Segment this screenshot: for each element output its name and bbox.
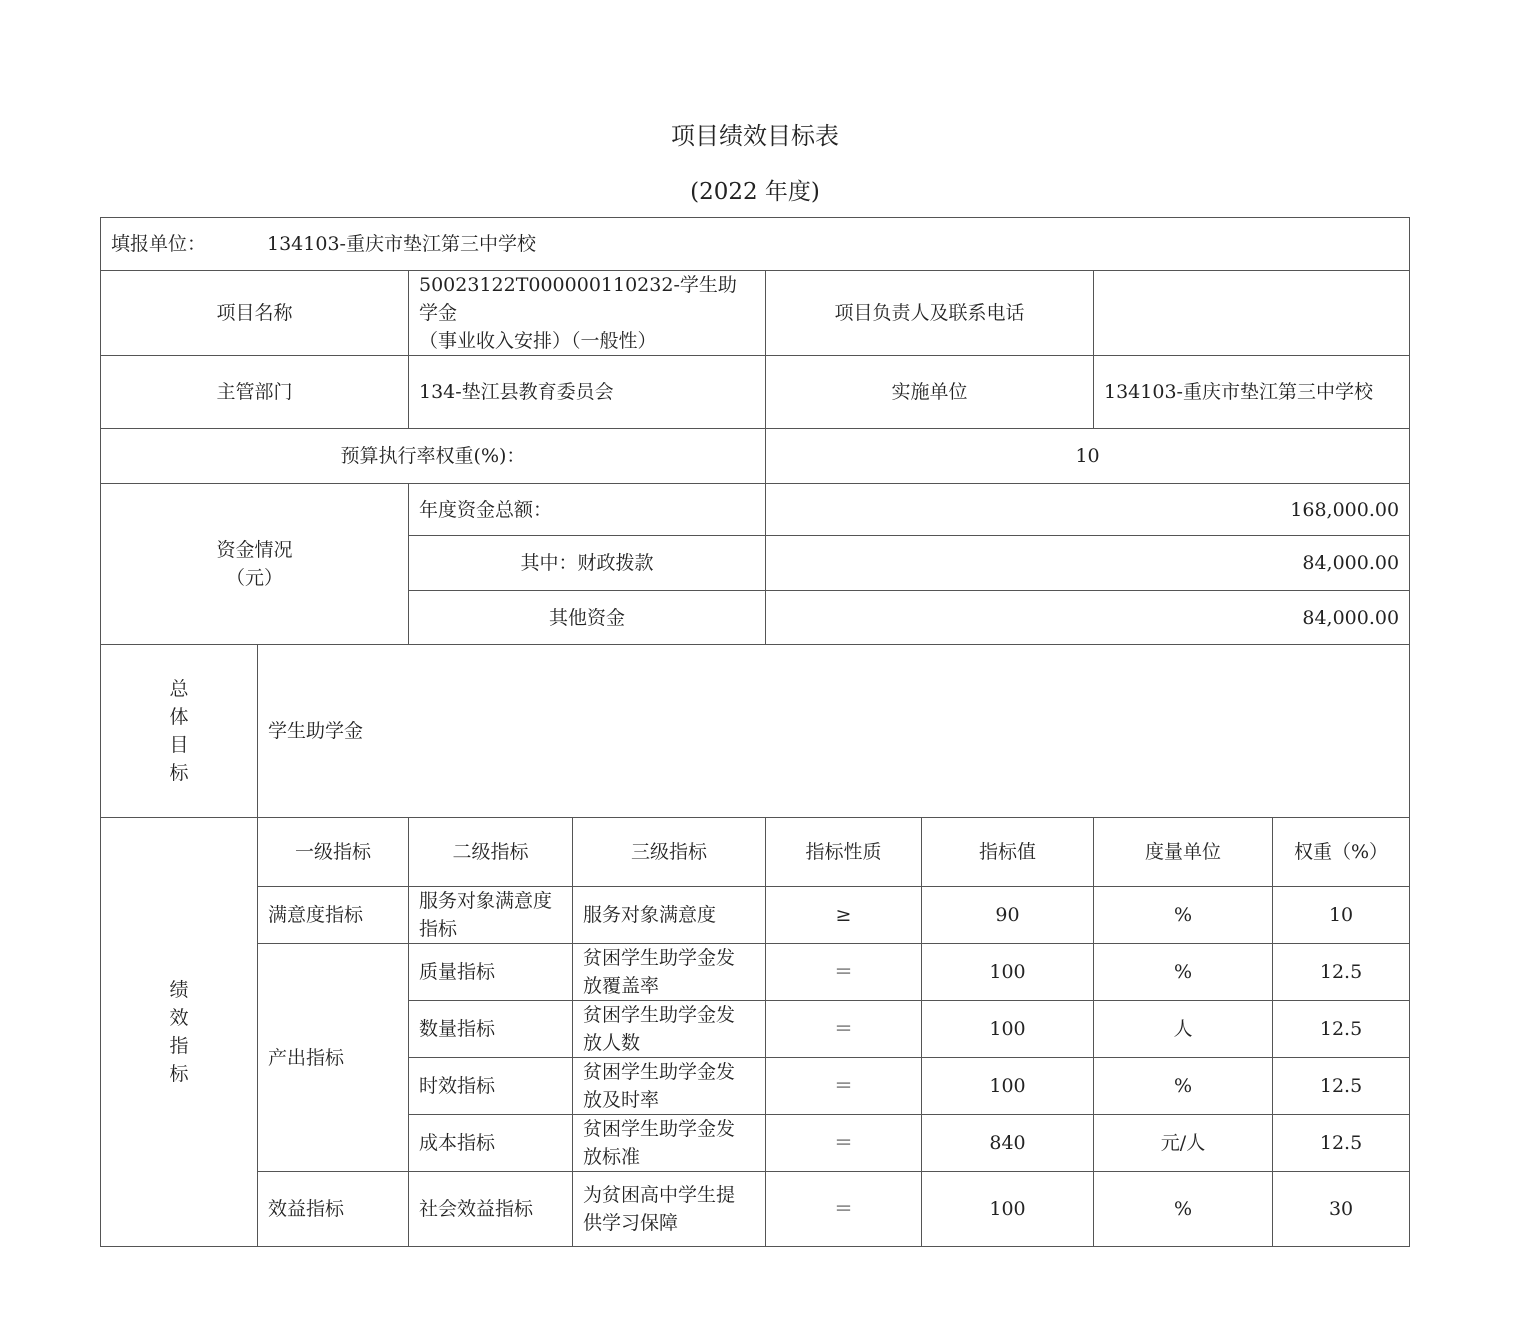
header-level2: 二级指标 <box>409 818 573 887</box>
level3-line2: 放人数 <box>583 1032 641 1054</box>
weight-cell: 12.5 <box>1273 944 1410 1001</box>
level3-line2: 放及时率 <box>583 1089 660 1111</box>
level3-line2: 放标准 <box>583 1146 641 1168</box>
overall-goal-char: 体 <box>169 706 189 728</box>
level2-line1: 成本指标 <box>419 1132 496 1154</box>
overall-goal-value: 学生助学金 <box>258 645 1410 818</box>
level2-cell <box>409 1058 573 1115</box>
nature-cell: ＝ <box>766 1058 922 1115</box>
overall-goal-label <box>101 645 258 818</box>
level3-line1: 贫困学生助学金发 <box>583 1004 736 1026</box>
implementing-unit-value: 134103-重庆市垫江第三中学校 <box>1094 356 1410 429</box>
level2-cell <box>409 944 573 1001</box>
table-row <box>101 887 1410 944</box>
level2-cell <box>409 887 573 944</box>
level3-line1: 服务对象满意度 <box>583 904 717 926</box>
project-name-value <box>409 271 766 356</box>
level3-cell <box>573 944 766 1001</box>
page-subtitle: (2022 年度) <box>690 179 820 205</box>
table-row <box>101 1172 1410 1247</box>
other-funds-label: 其他资金 <box>409 591 766 645</box>
indicators-label-char: 标 <box>169 1063 189 1085</box>
header-level3: 三级指标 <box>573 818 766 887</box>
level3-cell <box>573 1001 766 1058</box>
nature-cell: ＝ <box>766 1115 922 1172</box>
annual-total-label: 年度资金总额： <box>409 484 766 536</box>
weight-cell: 12.5 <box>1273 1115 1410 1172</box>
overall-goal-char: 标 <box>169 762 189 784</box>
value-cell: 840 <box>922 1115 1094 1172</box>
weight-cell: 12.5 <box>1273 1001 1410 1058</box>
implementing-unit-label: 实施单位 <box>766 356 1094 429</box>
level2-cell <box>409 1115 573 1172</box>
nature-cell: ≥ <box>766 887 922 944</box>
fiscal-allocation-label: 其中：财政拨款 <box>409 536 766 591</box>
table-row <box>101 944 1410 1001</box>
funds-label-line1: 资金情况 <box>216 539 293 561</box>
level1-cell: 满意度指标 <box>258 887 409 944</box>
weight-cell: 12.5 <box>1273 1058 1410 1115</box>
report-unit-label: 填报单位： <box>111 233 207 255</box>
level1-cell: 产出指标 <box>258 944 409 1172</box>
value-cell: 90 <box>922 887 1094 944</box>
level3-line1: 贫困学生助学金发 <box>583 947 736 969</box>
indicators-label <box>101 818 258 1247</box>
value-cell: 100 <box>922 1001 1094 1058</box>
level2-cell <box>409 1172 573 1247</box>
funds-label <box>101 484 409 645</box>
value-cell: 100 <box>922 1172 1094 1247</box>
header-level1: 一级指标 <box>258 818 409 887</box>
indicators-label-char: 绩 <box>169 979 189 1001</box>
project-contact-value <box>1094 271 1410 356</box>
value-cell: 100 <box>922 944 1094 1001</box>
report-unit-value: 134103-重庆市垫江第三中学校 <box>267 233 536 255</box>
annual-total-value: 168,000.00 <box>766 484 1410 536</box>
level2-line1: 服务对象满意度 <box>419 890 553 912</box>
weight-cell: 30 <box>1273 1172 1410 1247</box>
level2-line1: 时效指标 <box>419 1075 496 1097</box>
department-value: 134-垫江县教育委员会 <box>409 356 766 429</box>
level3-line2: 放覆盖率 <box>583 975 660 997</box>
unit-cell: 人 <box>1094 1001 1273 1058</box>
level3-line1: 贫困学生助学金发 <box>583 1061 736 1083</box>
nature-cell: ＝ <box>766 1172 922 1247</box>
level3-line1: 为贫困高中学生提 <box>583 1184 736 1206</box>
level3-line1: 贫困学生助学金发 <box>583 1118 736 1140</box>
budget-weight-value: 10 <box>766 429 1410 484</box>
indicators-label-char: 效 <box>169 1007 189 1029</box>
header-weight: 权重（%） <box>1273 818 1410 887</box>
level1-cell: 效益指标 <box>258 1172 409 1247</box>
header-nature: 指标性质 <box>766 818 922 887</box>
unit-cell: % <box>1094 887 1273 944</box>
value-cell: 100 <box>922 1058 1094 1115</box>
nature-cell: ＝ <box>766 944 922 1001</box>
level2-line2: 指标 <box>419 918 458 940</box>
level3-line2: 供学习保障 <box>583 1212 679 1234</box>
other-funds-value: 84,000.00 <box>766 591 1410 645</box>
unit-cell: % <box>1094 1172 1273 1247</box>
fiscal-allocation-value: 84,000.00 <box>766 536 1410 591</box>
level3-cell <box>573 1058 766 1115</box>
header-unit: 度量单位 <box>1094 818 1273 887</box>
header-value: 指标值 <box>922 818 1094 887</box>
level3-cell <box>573 1115 766 1172</box>
level2-line1: 数量指标 <box>419 1018 496 1040</box>
indicators-label-char: 指 <box>169 1035 189 1057</box>
level3-cell <box>573 887 766 944</box>
unit-cell: 元/人 <box>1094 1115 1273 1172</box>
level2-line1: 质量指标 <box>419 961 496 983</box>
funds-label-line2: （元） <box>225 567 283 589</box>
report-unit-row <box>101 218 1410 271</box>
level2-line1: 社会效益指标 <box>419 1198 534 1220</box>
project-contact-label: 项目负责人及联系电话 <box>766 271 1094 356</box>
overall-goal-char: 总 <box>169 678 189 700</box>
level2-cell <box>409 1001 573 1058</box>
page-title: 项目绩效目标表 <box>671 122 839 150</box>
project-name-line1: 50023122T000000110232-学生助学金 <box>419 274 737 324</box>
project-name-line2: （事业收入安排）（一般性） <box>419 330 657 352</box>
nature-cell: ＝ <box>766 1001 922 1058</box>
unit-cell: % <box>1094 1058 1273 1115</box>
department-label: 主管部门 <box>101 356 409 429</box>
budget-weight-label: 预算执行率权重(%)： <box>101 429 766 484</box>
project-name-label: 项目名称 <box>101 271 409 356</box>
level3-cell <box>573 1172 766 1247</box>
weight-cell: 10 <box>1273 887 1410 944</box>
performance-goal-table <box>100 217 1410 1247</box>
overall-goal-char: 目 <box>169 734 189 756</box>
unit-cell: % <box>1094 944 1273 1001</box>
